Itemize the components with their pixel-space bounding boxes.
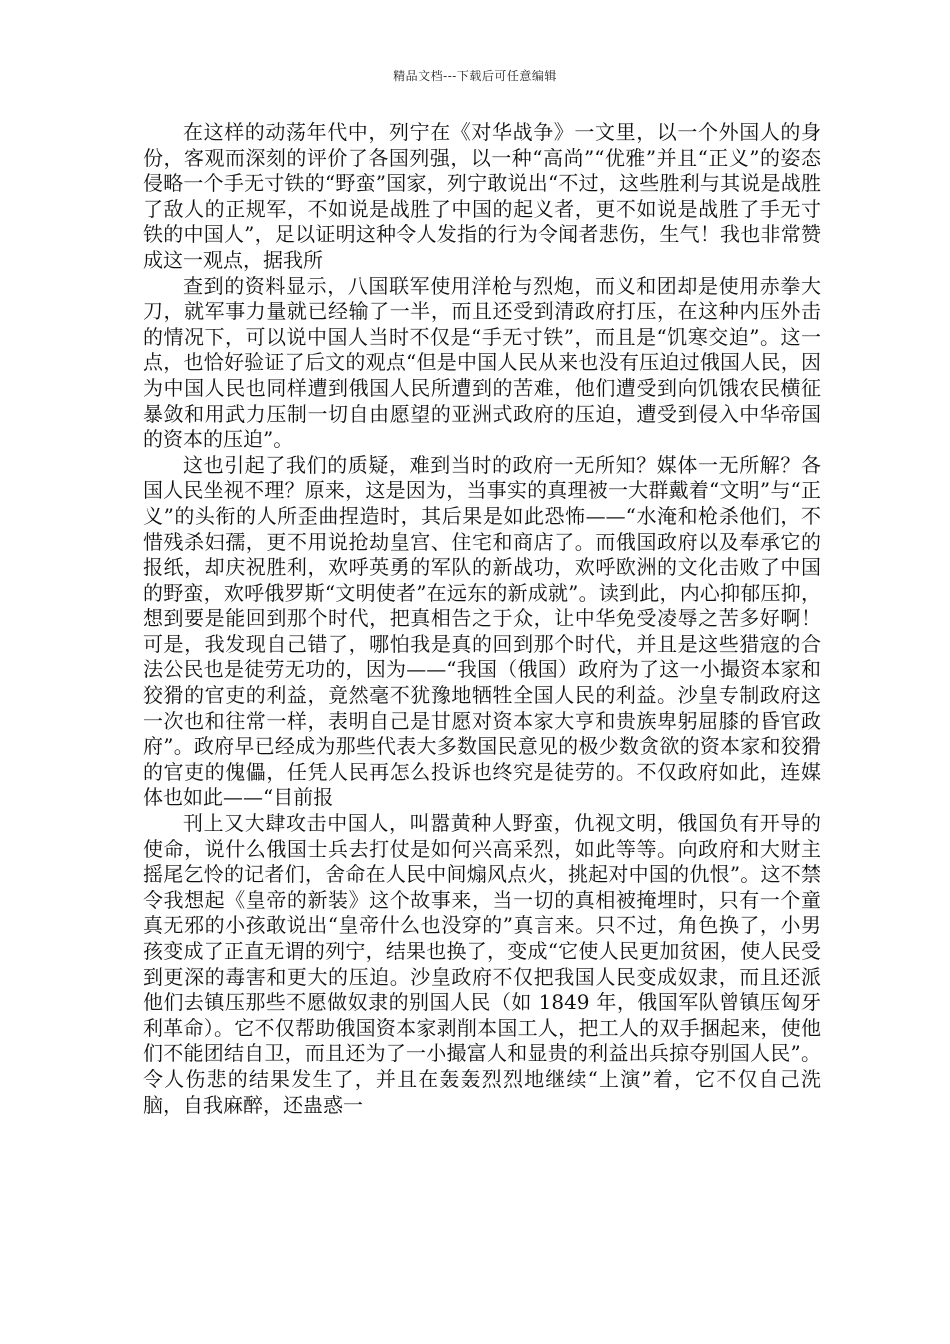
document-body: [143, 120, 821, 1118]
paragraph: 在这样的动荡年代中，列宁在《对华战争》一文里，以一个外国人的身份，客观而深刻的评价了各国列强，以一种“高尚”“优雅”并且“正义”的姿态侵略一个手无寸铁的“野蛮”国家，列宁敢说出“不过，这些胜利与其说是战胜了敌人的正规军，不如说是战胜了中国的起义者，更不如说是战胜了手无寸铁的中国人”，足以证明这种令人发指的行为令闻者悲伤，生气！我也非常赞成这一观点，据我所: [143, 120, 821, 272]
page-header: 精品文档---下载后可任意编辑: [393, 69, 557, 83]
paragraph: 查到的资料显示，八国联军使用洋枪与烈炮，而义和团却是使用赤拳大刀，就军事力量就已经输了一半，而且还受到清政府打压，在这种内压外击的情况下，可以说中国人当时不仅是“手无寸铁”，而且是“饥寒交迫”。这一点，也恰好验证了后文的观点“但是中国人民从来也没有压迫过俄国人民，因为中国人民也同样遭到俄国人民所遭到的苦难，他们遭受到向饥饿农民横征暴敛和用武力压制一切自由愿望的亚洲式政府的压迫，遭受到侵入中华帝国的资本的压迫”。: [143, 273, 821, 452]
paragraph: 这也引起了我们的质疑，难到当时的政府一无所知？媒体一无所解？各国人民坐视不理？原来，这是因为，当事实的真理被一大群戴着“文明”与“正义”的头衔的人所歪曲捏造时，其后果是如此恐怖——“水淹和枪杀他们，不惜残杀妇孺，更不用说抢劫皇宫、住宅和商店了。而俄国政府以及奉承它的报纸，却庆祝胜利，欢呼英勇的军队的新战功，欢呼欧洲的文化击败了中国的野蛮，欢呼俄罗斯“文明使者”在远东的新成就”。读到此，内心抑郁压抑，想到要是能回到那个时代，把真相告之于众，让中华免受凌辱之苦多好啊！可是，我发现自己错了，哪怕我是真的回到那个时代，并且是这些猎寇的合法公民也是徒劳无功的，因为——“我国（俄国）政府为了这一小撮资本家和狡猾的官吏的利益，竟然毫不犹豫地牺牲全国人民的利益。沙皇专制政府这一次也和往常一样，表明自己是甘愿对资本家大亨和贵族卑躬屈膝的昏官政府”。政府早已经成为那些代表大多数国民意见的极少数贪欲的资本家和狡猾的官吏的傀儡，任凭人民再怎么投诉也终究是徒劳的。不仅政府如此，连媒体也如此——“目前报: [143, 452, 821, 810]
paragraph: 刊上又大肆攻击中国人，叫嚣黄种人野蛮，仇视文明，俄国负有开导的使命，说什么俄国士兵去打仗是如何兴高采烈，如此等等。向政府和大财主摇尾乞怜的记者们，舍命在人民中间煽风点火，挑起对中国的仇恨”。这不禁令我想起《皇帝的新装》这个故事来，当一切的真相被掩埋时，只有一个童真无邪的小孩敢说出“皇帝什么也没穿的”真言来。只不过，角色换了，小男孩变成了正直无谓的列宁，结果也换了，变成“它使人民更加贫困，使人民受到更深的毒害和更大的压迫。沙皇政府不仅把我国人民变成奴隶，而且还派他们去镇压那些不愿做奴隶的别国人民（如 1849 年，俄国军队曾镇压匈牙利革命）。它不仅帮助俄国资本家剥削本国工人，把工人的双手捆起来，使他们不能团结自卫，而且还为了一小撮富人和显贵的利益出兵掠夺别国人民”。令人伤悲的结果发生了，并且在轰轰烈烈地继续“上演”着，它不仅自己洗脑，自我麻醉，还蛊惑一: [143, 811, 821, 1117]
